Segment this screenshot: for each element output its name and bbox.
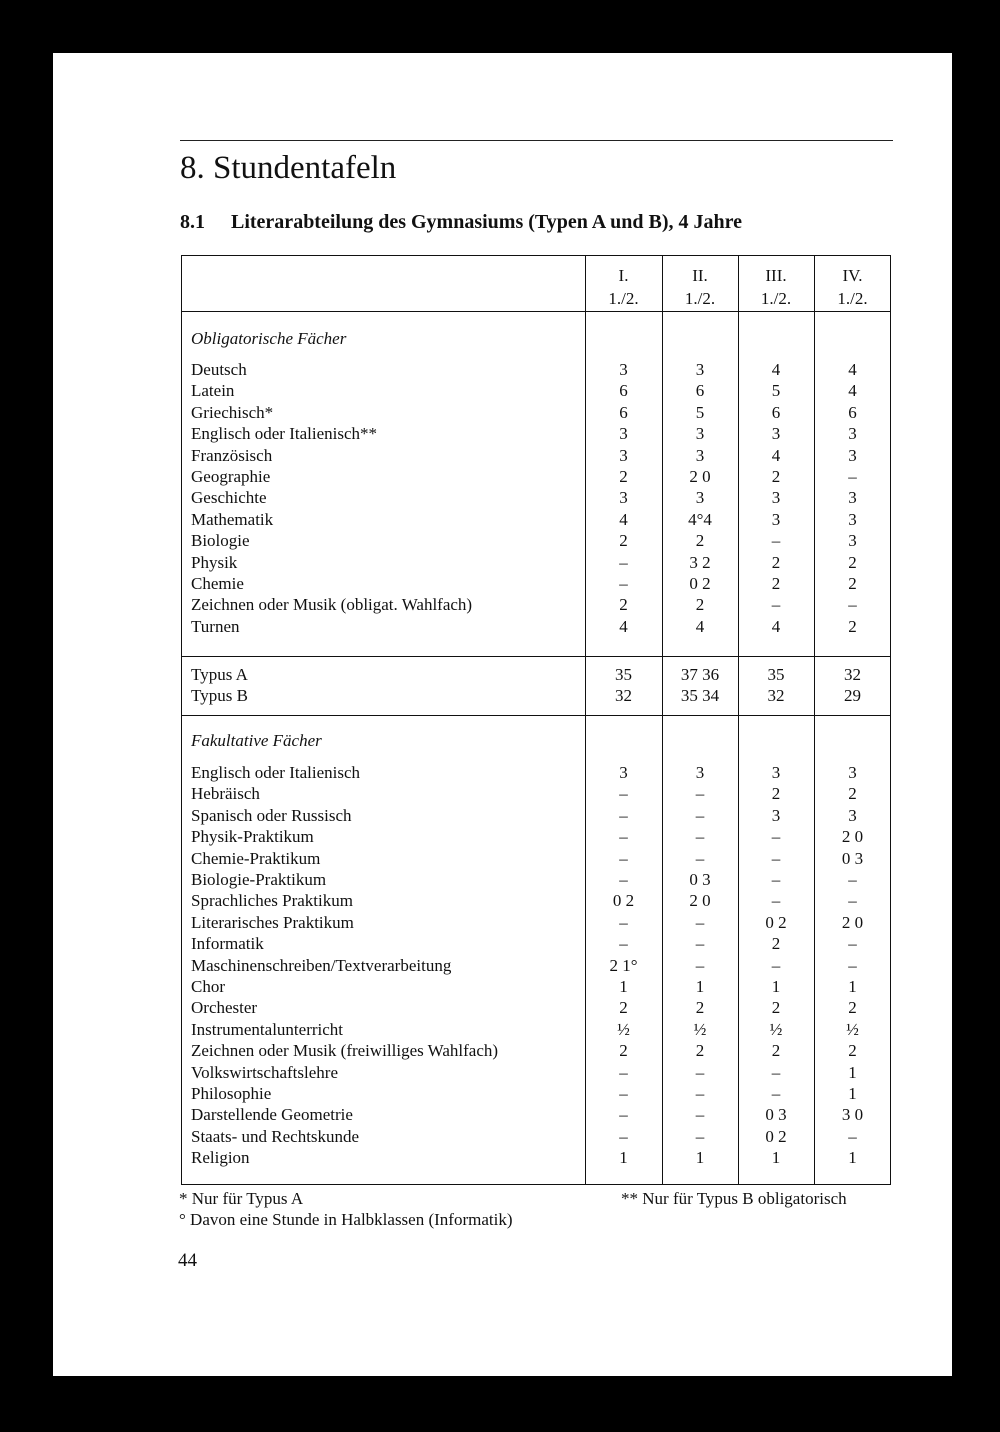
column-semester: 1./2. (837, 289, 868, 308)
hours-cell: – (771, 1084, 781, 1103)
subject-row (182, 1147, 890, 1168)
hours-cell: 1 (848, 1062, 857, 1082)
hours-cell: – (771, 827, 781, 847)
hours-cell: 2 (771, 784, 781, 804)
hours-cell: 2 (848, 998, 857, 1018)
hours-cell: – (848, 891, 857, 911)
subject-label: Darstellende Geometrie (191, 1105, 353, 1125)
hours-cell: 5 (771, 381, 781, 401)
hours-cell: – (771, 955, 781, 975)
hours-cell: – (848, 870, 857, 889)
subject-row (182, 509, 890, 530)
hours-cell: 2 (771, 574, 781, 593)
hours-cell: 2 (695, 998, 705, 1018)
hours-cell: 3 (619, 763, 628, 782)
hours-cell: – (695, 955, 705, 975)
hours-cell: 0 2 (689, 574, 711, 593)
document-page (53, 53, 952, 1376)
hours-cell: – (619, 827, 628, 847)
hours-cell: 3 (848, 488, 857, 508)
subject-row (182, 445, 890, 466)
subject-label: Chemie (191, 574, 244, 593)
hours-cell: 4 (771, 445, 781, 465)
hours-cell: 32 (767, 686, 785, 706)
subject-row (182, 826, 890, 847)
hours-cell: – (771, 531, 781, 551)
subject-label: Französisch (191, 445, 273, 465)
subject-row (182, 380, 890, 401)
subject-row (182, 955, 890, 976)
column-header-1 (585, 264, 662, 310)
hours-cell: 3 (695, 445, 705, 465)
hours-cell: 1 (848, 1148, 857, 1168)
hours-cell: 3 (619, 360, 628, 379)
hours-cell: – (619, 934, 628, 954)
hours-cell: 5 (695, 402, 705, 422)
subject-row (182, 912, 890, 933)
hours-cell: 2 (619, 595, 628, 615)
hours-cell: – (619, 784, 628, 804)
subject-row (182, 997, 890, 1018)
hours-cell: 2 0 (841, 827, 864, 847)
hours-cell: 2 (619, 467, 628, 486)
hours-cell: 0 3 (841, 848, 864, 868)
hours-cell: 32 (615, 686, 632, 706)
subject-label: Instrumentalunterricht (191, 1019, 344, 1039)
hours-cell: – (695, 1126, 705, 1146)
hours-cell: 2 (848, 574, 857, 593)
hours-cell: 3 (848, 763, 857, 782)
subject-row (182, 423, 890, 444)
hours-cell: – (619, 1126, 628, 1146)
hours-cell: – (695, 912, 705, 932)
hours-cell: 0 2 (612, 891, 635, 911)
hours-cell: 4 (695, 616, 705, 636)
hours-cell: 6 (695, 381, 705, 401)
column-year: I. (618, 266, 629, 285)
hours-cell: 3 (771, 424, 781, 444)
hours-cell: – (848, 934, 857, 954)
subject-row (182, 594, 890, 615)
hours-cell: 32 (844, 665, 861, 684)
hours-cell: 4 (848, 360, 857, 379)
hours-cell: 1 (695, 1148, 705, 1168)
hours-cell: – (848, 467, 857, 486)
subject-row (182, 933, 890, 954)
column-year: II. (692, 266, 708, 285)
hours-cell: 35 (615, 665, 632, 684)
hours-cell: – (771, 848, 781, 868)
hours-cell: 6 (771, 402, 781, 422)
hours-cell: – (695, 1105, 705, 1125)
hours-cell: 1 (771, 977, 781, 996)
hours-cell: 3 (695, 360, 705, 379)
chapter-heading: 8. Stundentafeln (180, 150, 397, 186)
subject-label: Informatik (191, 934, 264, 954)
subject-label: Zeichnen oder Musik (freiwilliges Wahlfach) (191, 1041, 499, 1061)
hours-cell: 2 (848, 784, 857, 804)
hours-cell: 3 (695, 424, 705, 444)
hours-cell: 35 (767, 665, 785, 684)
hours-cell: 2 (771, 1041, 781, 1061)
hours-cell: – (771, 870, 781, 889)
hours-cell: 37 36 (680, 665, 720, 684)
subject-row (182, 487, 890, 508)
hours-cell: 2 (848, 1041, 857, 1061)
subject-row (182, 1019, 890, 1040)
hours-cell: 3 (619, 488, 628, 508)
hours-cell: ½ (846, 1019, 859, 1039)
subject-row (182, 552, 890, 573)
hours-cell: 6 (619, 381, 628, 401)
column-semester: 1./2. (608, 289, 639, 308)
hours-cell: 3 2 (689, 552, 711, 572)
subject-row (182, 1104, 890, 1125)
hours-cell: – (771, 891, 781, 911)
hours-cell: 2 (619, 531, 628, 551)
hours-cell: 2 (848, 616, 857, 636)
subject-row (182, 1083, 890, 1104)
subject-row (182, 616, 890, 637)
hours-cell: – (619, 848, 628, 868)
subject-row (182, 783, 890, 804)
hours-cell: 1 (848, 1084, 857, 1103)
hours-cell: 2 (695, 531, 705, 551)
hours-cell: 3 0 (841, 1105, 864, 1125)
subject-label: Biologie (191, 531, 250, 551)
subject-label: Englisch oder Italienisch (191, 763, 361, 782)
subject-label: Zeichnen oder Musik (obligat. Wahlfach) (191, 595, 473, 615)
total-row (182, 685, 890, 706)
hours-cell: 1 (619, 1148, 628, 1168)
subject-label: Englisch oder Italienisch** (191, 424, 378, 444)
subject-label: Maschinenschreiben/Textverarbeitung (191, 955, 452, 975)
subject-label: Geographie (191, 467, 271, 486)
hours-cell: 1 (695, 977, 705, 996)
subject-row (182, 466, 890, 487)
hours-cell: 4 (619, 509, 628, 529)
section-title: Literarabteilung des Gymnasiums (Typen A und B), 4 Jahre (231, 211, 742, 233)
section-divider (182, 656, 890, 657)
hours-cell: 3 (771, 805, 781, 825)
hours-cell: 29 (844, 686, 861, 706)
hours-cell: ½ (617, 1019, 630, 1039)
column-semester: 1./2. (760, 289, 792, 308)
hours-cell: 3 (848, 424, 857, 444)
subject-row (182, 848, 890, 869)
subject-row (182, 1040, 890, 1061)
subject-label: Chemie-Praktikum (191, 848, 321, 868)
hours-cell: 2 0 (841, 912, 864, 932)
column-year: III. (765, 266, 787, 285)
subject-label: Latein (191, 381, 235, 401)
hours-cell: 3 (695, 763, 705, 782)
hours-cell: 2 0 (689, 891, 711, 911)
subject-label: Typus B (191, 686, 248, 706)
subject-label: Staats- und Rechtskunde (191, 1126, 360, 1146)
hours-cell: 3 (771, 488, 781, 508)
hours-cell: 2 (619, 998, 628, 1018)
hours-cell: 0 2 (765, 1126, 787, 1146)
footnote-halbklassen: ° Davon eine Stunde in Halbklassen (Informatik) (179, 1210, 513, 1229)
column-header-4 (814, 264, 891, 310)
hours-cell: – (695, 1084, 705, 1103)
footnote-typus-b: ** Nur für Typus B obligatorisch (621, 1189, 847, 1208)
hours-cell: – (619, 1062, 628, 1082)
hours-cell: – (619, 805, 628, 825)
subject-label: Geschichte (191, 488, 267, 508)
subject-label: Religion (191, 1148, 250, 1168)
subject-row (182, 1062, 890, 1083)
hours-cell: 2 (771, 552, 781, 572)
section-heading (180, 211, 742, 234)
subject-label: Physik (191, 552, 238, 572)
hours-cell: 0 3 (689, 870, 711, 889)
subject-row (182, 890, 890, 911)
subject-label: Chor (191, 977, 225, 996)
hours-cell: 2 0 (689, 467, 711, 486)
hours-cell: 2 (695, 595, 705, 615)
hours-cell: 2 (619, 1041, 628, 1061)
hours-cell: 2 1° (609, 955, 638, 975)
hours-cell: 2 (771, 998, 781, 1018)
column-year: IV. (842, 266, 863, 285)
hours-cell: 3 (848, 805, 857, 825)
hours-cell: – (848, 1126, 857, 1146)
subject-label: Griechisch* (191, 402, 274, 422)
subject-row (182, 1126, 890, 1147)
subject-label: Volkswirtschaftslehre (191, 1062, 338, 1082)
hours-cell: 0 2 (765, 912, 787, 932)
subject-row (182, 869, 890, 890)
hours-cell: 3 (695, 488, 705, 508)
column-semester: 1./2. (684, 289, 716, 308)
subject-label: Literarisches Praktikum (191, 912, 354, 932)
subject-row (182, 359, 890, 380)
hours-cell: 3 (771, 763, 781, 782)
hours-cell: 0 3 (765, 1105, 787, 1125)
subject-row (182, 976, 890, 997)
hours-cell: 1 (619, 977, 628, 996)
hours-cell: 6 (619, 402, 628, 422)
hours-cell: 4 (771, 616, 781, 636)
hours-cell: 1 (848, 977, 857, 996)
subject-label: Hebräisch (191, 784, 260, 804)
subject-label: Philosophie (191, 1084, 272, 1103)
hours-cell: – (695, 784, 705, 804)
hours-cell: 1 (771, 1148, 781, 1168)
hours-cell: – (695, 805, 705, 825)
column-header-3 (738, 264, 814, 310)
header-divider (182, 311, 890, 312)
hours-cell: 2 (771, 467, 781, 486)
hours-cell: 3 (848, 531, 857, 551)
hours-cell: 3 (771, 509, 781, 529)
subject-label: Typus A (191, 665, 248, 684)
subject-row (182, 805, 890, 826)
hours-cell: ½ (693, 1019, 707, 1039)
subject-label: Orchester (191, 998, 258, 1018)
hours-cell: 4 (619, 616, 628, 636)
hours-cell: ½ (769, 1019, 783, 1039)
subject-label: Turnen (191, 616, 240, 636)
subject-label: Sprachliches Praktikum (191, 891, 353, 911)
hours-cell: 2 (695, 1041, 705, 1061)
column-header-2 (662, 264, 738, 310)
hours-cell: – (619, 552, 628, 572)
section-number: 8.1 (180, 211, 205, 233)
hours-cell: – (848, 595, 857, 615)
section-divider (182, 715, 890, 716)
hours-cell: 2 (771, 934, 781, 954)
hours-cell: – (848, 955, 857, 975)
hours-cell: – (695, 1062, 705, 1082)
subject-label: Physik-Praktikum (191, 827, 314, 847)
page-number: 44 (178, 1250, 197, 1271)
obligatory-section-title: Obligatorische Fächer (191, 329, 347, 348)
footnote-typus-a: * Nur für Typus A (179, 1189, 304, 1208)
subject-row (182, 762, 890, 783)
hours-cell: – (619, 1105, 628, 1125)
subject-label: Deutsch (191, 360, 247, 379)
hours-cell: 3 (619, 424, 628, 444)
total-row (182, 664, 890, 685)
hours-cell: – (619, 1084, 628, 1103)
subject-label: Biologie-Praktikum (191, 870, 327, 889)
subject-label: Spanisch oder Russisch (191, 805, 352, 825)
subject-row (182, 402, 890, 423)
hours-cell: 3 (848, 445, 857, 465)
hours-cell: 4 (771, 360, 781, 379)
hours-cell: – (619, 574, 628, 593)
top-rule (180, 140, 893, 141)
subject-row (182, 573, 890, 594)
hours-cell: – (695, 848, 705, 868)
hours-cell: – (619, 870, 628, 889)
subject-label: Mathematik (191, 509, 274, 529)
hours-cell: – (619, 912, 628, 932)
hours-cell: 4°4 (688, 509, 712, 529)
hours-cell: 6 (848, 402, 857, 422)
hours-cell: – (695, 827, 705, 847)
hours-cell: 2 (848, 552, 857, 572)
hours-cell: 3 (619, 445, 628, 465)
optional-section-title: Fakultative Fächer (191, 731, 322, 750)
timetable (181, 255, 891, 1185)
hours-cell: 4 (848, 381, 857, 401)
hours-cell: 3 (848, 509, 857, 529)
hours-cell: – (695, 934, 705, 954)
hours-cell: 35 34 (680, 686, 720, 706)
hours-cell: – (771, 595, 781, 615)
subject-row (182, 530, 890, 551)
hours-cell: – (771, 1062, 781, 1082)
